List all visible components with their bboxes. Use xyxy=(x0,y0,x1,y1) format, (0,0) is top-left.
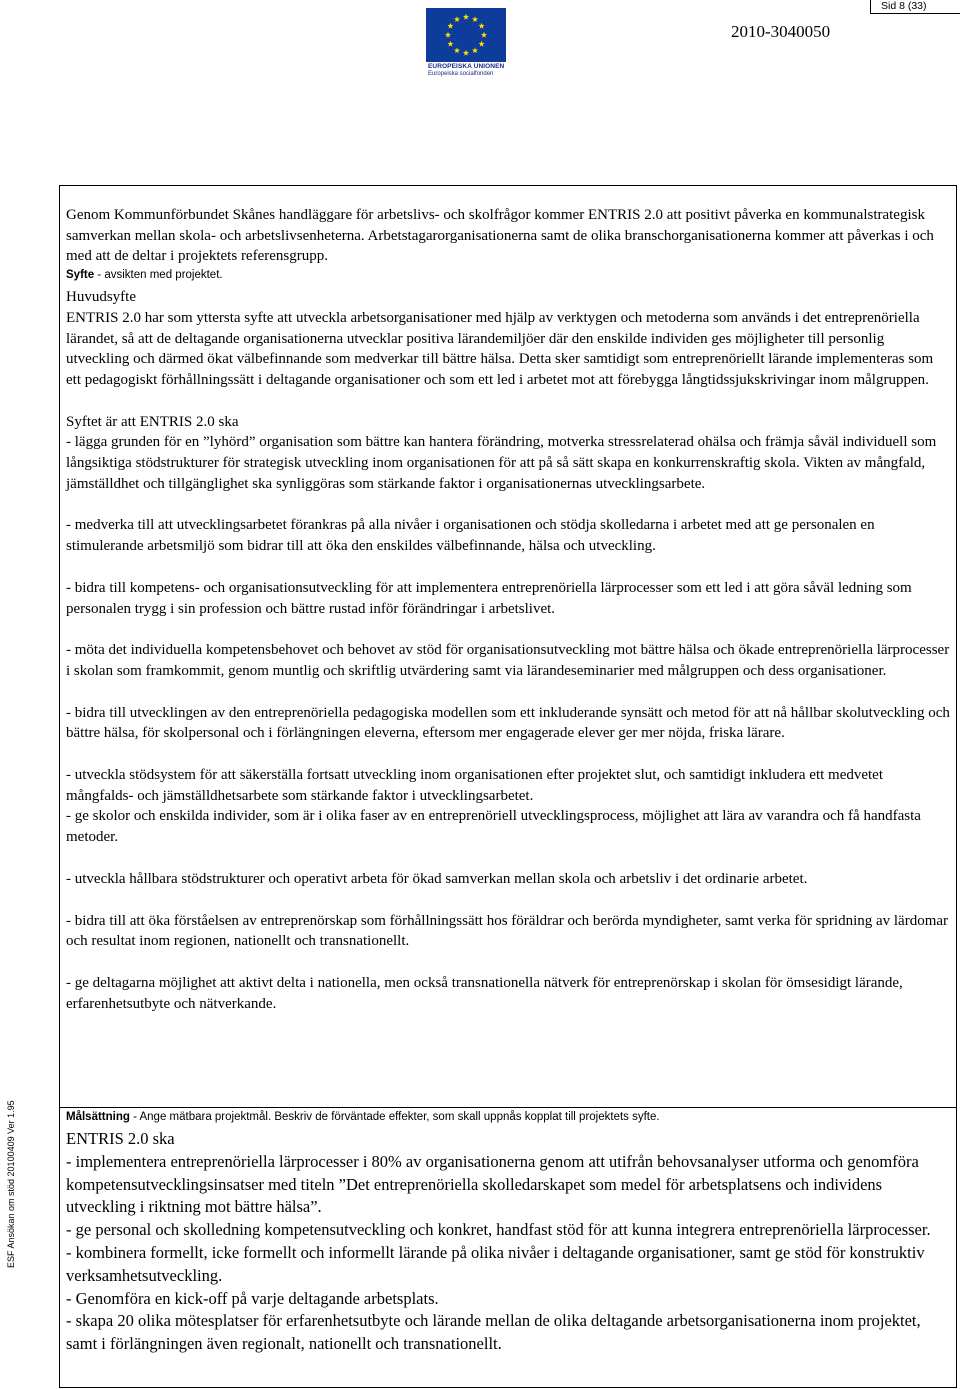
malsattning-heading: ENTRIS 2.0 ska xyxy=(66,1129,175,1148)
huvudsyfte-heading: Huvudsyfte xyxy=(66,289,136,306)
page-number: Sid 8 (33) xyxy=(870,0,960,14)
eu-flag-icon xyxy=(426,8,506,62)
malsattning-item: - implementera entreprenöriella lärprocesser i 80% av organisationerna genom att utifrån behovsanalyser utforma och genomföra kompetensutvecklingsinsatser med titeln ”Det entreprenöriella skolledarskapet som medel för arbetsplatsens och individens utveckling i riktning mot bättre hälsa”. xyxy=(66,1151,919,1217)
syfte-item: - bidra till utvecklingen av den entreprenöriella pedagogiska modellen som ett inkluderande synsätt och metod för att nå hållbar skolutveckling och bättre hälsa, för skolpersonal och i förlängningen eleverna, eftersom mer engagerade elever ger mer nöjda, friska lärare. xyxy=(66,704,950,742)
syfte-ska-heading: Syftet är att ENTRIS 2.0 ska xyxy=(66,413,239,430)
syfte-label-bold: Syfte xyxy=(66,269,95,282)
syfte-item: - ge skolor och enskilda individer, som är i olika faser av en entreprenöriell utvecklingsprocess, möjlighet att lära av varandra och få handfasta metoder. xyxy=(66,808,921,846)
syfte-item: - bidra till kompetens- och organisationsutveckling för att implementera entreprenöriella lärprocesser som ett led i att göra såväl ledning som personalen trygg i sin profession och bättre rustad inför förändringar i arbetslivet. xyxy=(66,579,912,617)
malsattning-item: - ge personal och skolledning kompetensutveckling och konkret, handfast stöd för att kunna integrera entreprenöriella lärprocesser. xyxy=(66,1220,931,1240)
malsattning-label xyxy=(66,1109,950,1125)
syfte-label-rest: - avsikten med projektet. xyxy=(94,269,223,282)
malsattning-label-bold: Målsättning xyxy=(66,1111,130,1123)
syfte-item: - medverka till att utvecklingsarbetet förankras på alla nivåer i organisationen och stödja skolledarna i arbetet med att ge personalen en stimulerande arbetsmiljö som bidrar till att öka den enskildes välbefinnande, hälsa och utveckling. xyxy=(66,517,875,555)
eu-logo-subtitle: Europeiska socialfonden xyxy=(428,71,494,77)
syfte-section xyxy=(59,185,957,1108)
intro-paragraph: Genom Kommunförbundet Skånes handläggare för arbetslivs- och skolfrågor kommer ENTRIS 2.0 att positivt påverka en kommunalstrategisk samverkan mellan skola- och arbetslivsenheterna. Arbetstagarorganisationerna samt de olika branschorganisationerna kommer att påverkas i och med att de deltar i projektets referensgrupp. xyxy=(66,207,934,265)
malsattning-section xyxy=(59,1107,957,1388)
malsattning-item: - kombinera formellt, icke formellt och informellt lärande på olika nivåer i deltagande organisationer, samt ge stöd för konstruktiv verksamhetsutveckling. xyxy=(66,1242,925,1285)
syfte-item: - bidra till att öka förståelsen av entreprenörskap som förhållningssätt hos föräldrar och berörda myndigheter, samt verka för spridning av lärdomar och resultat inom regionen, nationellt och transnationellt. xyxy=(66,912,949,950)
huvudsyfte-paragraph: ENTRIS 2.0 har som yttersta syfte att utveckla arbetsorganisationer med hjälp av verktygen och metoderna som används i det entreprenöriella lärandet, så att de deltagande organisationerna utvecklar positiva lärandemiljöer där den enskilde individen ges möjligheter till personlig utveckling och därmed ökat välbefinnande som medverkar till bättre hälsa. Detta sker samtidigt som entreprenöriellt lärande implementeras som ett pedagogiskt förhållningssätt i deltagande organisationer och som ett led i arbetet mot att förebygga långtidssjukskrivingar inom målgruppen. xyxy=(66,309,934,388)
malsattning-item: - Genomföra en kick-off på varje deltagande arbetsplats. xyxy=(66,1288,439,1308)
malsattning-label-rest: - Ange mätbara projektmål. Beskriv de förväntade effekter, som skall uppnås kopplat till projektets syfte. xyxy=(129,1111,660,1123)
document-number: 2010-3040050 xyxy=(731,22,831,41)
syfte-item: - utveckla stödsystem för att säkerställa fortsatt utveckling inom organisationen efter projektet slut, och samtidigt inkludera ett medvetet mångfalds- och jämställdhetsarbete som stärkande faktor i utvecklingsarbetet. xyxy=(66,767,884,804)
form-version-text: ESF Ansökan om stöd 20100409 Ver 1.95 xyxy=(6,1100,16,1268)
syfte-item: - ge deltagarna möjlighet att aktivt delta i nationella, men också transnationella nätverk för entreprenörskap i skolan för ömsesidigt lärande, erfarenhetsutbyte och nätverkande. xyxy=(66,974,903,1012)
syfte-item: - möta det individuella kompetensbehovet och behovet av stöd för organisationsutveckling mot bättre hälsa och ökade entreprenöriella lärprocesser i skolan som framkommit, genom muntlig och skriftlig utvärdering samt via lärandeseminarier med målgruppen och dess organisationer. xyxy=(66,642,950,679)
syfte-label xyxy=(66,267,950,283)
eu-logo xyxy=(426,8,506,78)
malsattning-body xyxy=(66,1128,950,1356)
syfte-item: - utveckla hållbara stödstrukturer och operativt arbeta för ökad samverkan mellan skola och arbetsliv i det ordinarie arbetet. xyxy=(66,870,808,887)
malsattning-item: - skapa 20 olika mötesplatser för erfarenhetsutbyte och lärande mellan de olika deltagande arbetsorganisationerna inom projektet, samt i förlängningen även regionalt, nationellt och transnationellt. xyxy=(66,1311,921,1354)
syfte-item: - lägga grunden för en ”lyhörd” organisation som bättre kan hantera förändring, motverka stressrelaterad ohälsa och främja såväl individuell som långsiktiga stödstrukturer för strategisk utveckling inom organisationen för att på så sätt skapa en konkurrenskraftig skola. Vikten av mångfald, jämställdhet och tillgänglighet ska synliggöras som stärkande faktor i organisationernas utvecklingsarbete. xyxy=(66,434,937,492)
eu-logo-title: EUROPEISKA UNIONEN xyxy=(428,63,505,70)
